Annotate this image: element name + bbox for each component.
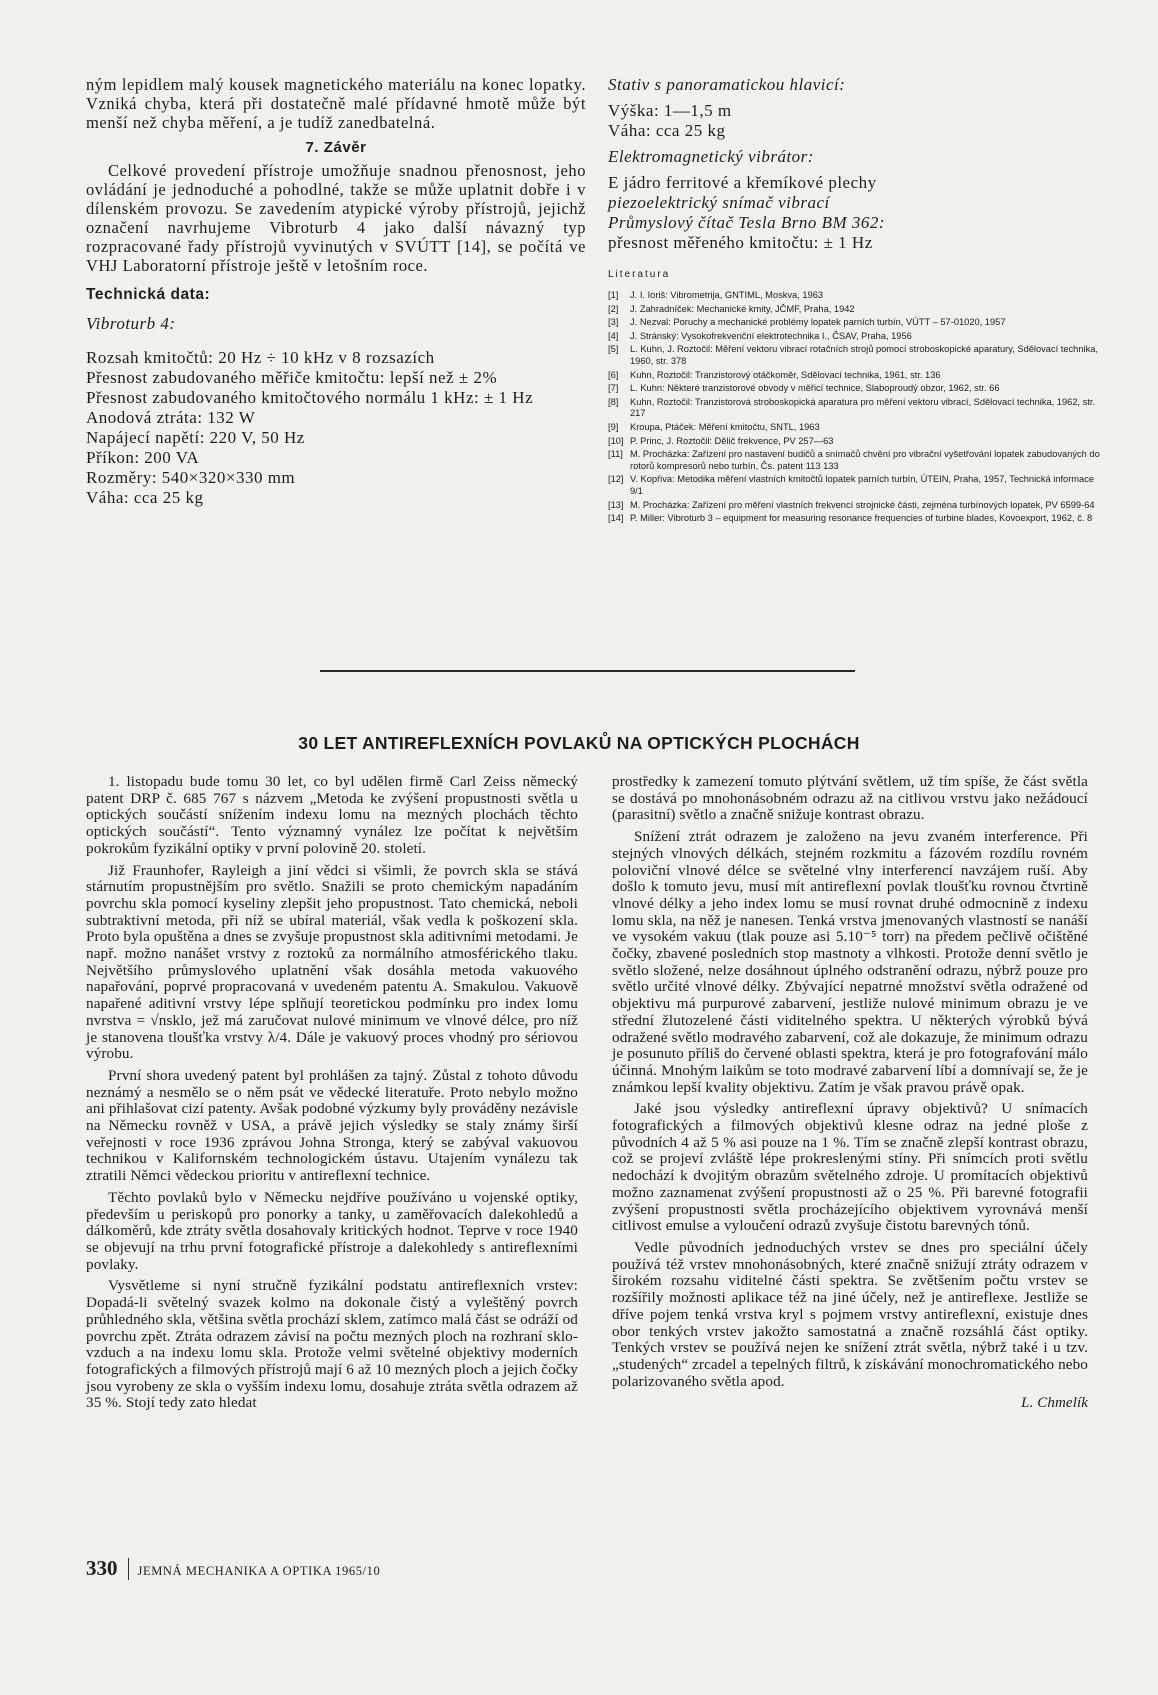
paragraph-continuation: ným lepidlem malý kousek magnetického materiálu na konec lopatky. Vzniká chyba, která při dostatečně malé přídavné hmotě může být menší než chyba měření, a je tudíž zanedbatelná. bbox=[86, 75, 586, 132]
spec-line: Váha: cca 25 kg bbox=[86, 488, 204, 507]
spec-line: Rozměry: 540×320×330 mm bbox=[86, 468, 296, 487]
reference-item: [9] Kroupa, Ptáček: Měření kmitočtu, SNTL, 1963 bbox=[608, 421, 820, 432]
reference-item: [3] J. Nezval: Poruchy a mechanické problémy lopatek parních turbín, VÚTT – 57-01020, 1957 bbox=[608, 317, 1006, 328]
spec-line: Anodová ztráta: 132 W bbox=[86, 408, 256, 427]
article-paragraph: První shora uvedený patent byl prohlášen za tajný. Zůstal z tohoto důvodu neznámý a nesmělo se o něm psát ve vědecké literatuře. Proto nebylo možno ani přihlašovat cizí patenty. Avšak podobné výzkumy byly prováděny nezávisle na Německu rovněž v USA, a právě jejich výsledky se staly známy širší veřejnosti v roce 1936 zprávou Johna Stronga, který se zabýval vakuovou technikou v Kalifornském technologickém ústavu. Utajením vynálezu tak ztratili Němci vědeckou prioritu v antireflexní technice. bbox=[86, 1066, 578, 1185]
article-right-column bbox=[612, 774, 1088, 1412]
reference-item: [5] L. Kuhn, J. Roztočil: Měření vektoru vibrací rotačních strojů pomocí stroboskopické aparatury, Sdělovací technika, 1960, str. 378 bbox=[608, 344, 1098, 366]
reference-item: [12] V. Kopřiva: Metodika měření vlastních kmitočtů lopatek parních turbín, ÚTEIN, Praha, 1957, Technická informace 9/1 bbox=[608, 474, 1095, 496]
vibrator-line: E jádro ferritové a křemíkové plechy bbox=[608, 173, 877, 192]
author-signature: L. Chmelík bbox=[1021, 1395, 1088, 1412]
reference-item: [4] J. Stránský: Vysokofrekvenční elektrotechnika I., ČSAV, Praha, 1956 bbox=[608, 330, 912, 341]
vibrator-title: Elektromagnetický vibrátor: bbox=[608, 147, 814, 166]
article-paragraph: Těchto povlaků bylo v Německu nejdříve používáno u vojenské optiky, především u periskopů pro ponorky a tanky, u zaměřovacích dalekohledů a dálkoměrů, kde ztráty světla dosahovaly kritických hodnot. Teprve v roce 1940 se objevují na trhu první fotografické přístroje a dalekohledy s antireflexními povlaky. bbox=[86, 1188, 578, 1273]
counter-line: Průmyslový čítač Tesla Brno BM 362: bbox=[608, 213, 886, 232]
article-paragraph: Vedle původních jednoduchých vrstev se dnes pro speciální účely používá též vrstev mnohonásobných, které značně snižují ztráty odrazem v širokém rozsahu viditelné části spektra. Se zvětšením počtu vrstev se rozšířily možnosti aplikace též na jiné účely, než je antireflexe. Jestliže se dříve pojem tenká vrstva kryl s pojmem vrstvy antireflexní, existuje dnes obor tenkých vrstev jakožto samostatná a značně rozsáhlá část optiky. Tenkých vrstev se používá nejen ke snížení ztrát světla, nýbrž také i u tzv. „studených“ zrcadel a tepelných filtrů, k získávání monochromatického nebo polarizovaného světla apod. bbox=[612, 1238, 1088, 1390]
article-paragraph: Již Fraunhofer, Rayleigh a jiní vědci si všimli, že povrch skla se stává stárnutím propustnějším pro světlo. Snažili se proto chemickým napadáním povrchu skla pomocí kyseliny zlepšit jeho propustnost. Tato chemická, neboli subtraktivní metoda, při níž se ubíral materiál, však vedla k poškození skla. Proto byla opuštěna a dnes se zvyšuje propustnost skla aditivními metodami. Je např. možno nanášet vrstvy z roztoků za normálního atmosférického tlaku. Největšího průmyslového uplatnění však dosáhla metoda vakuového napařování, poprvé propracovaná v uvedeném patentu A. Smakulou. Vakuově napařené aditivní vrstvy lépe splňují teoretickou podmínku pro index lomu nvrstva = √nsklo, jež má zaručovat nulové minimum ve vlnové délce, pro níž je stanovena tloušťka vrstvy λ/4. Dále je vakuový proces vhodný pro sériovou výrobu. bbox=[86, 861, 578, 1063]
top-right-column bbox=[608, 75, 1100, 527]
reference-item: [1] J. I. Ioriš: Vibrometrija, GNTIML, Moskva, 1963 bbox=[608, 290, 824, 300]
spec-line: Přesnost zabudovaného měřiče kmitočtu: lepší než ± 2% bbox=[86, 368, 498, 387]
reference-item: [8] Kuhn, Roztočil: Tranzistorová stroboskopická aparatura pro měření vektoru vibrací, Sdělovací technika, 1962, str. 217 bbox=[608, 396, 1096, 419]
reference-list bbox=[608, 290, 1100, 525]
reference-item: [7] L. Kuhn: Některé tranzistorové obvody v měřicí technice, Slaboproudý obzor, 1962, str. 66 bbox=[608, 383, 1000, 394]
reference-item: [2] J. Zahradníček: Mechanické kmity, JČMF, Praha, 1942 bbox=[608, 303, 855, 314]
accuracy-line: přesnost měřeného kmitočtu: ± 1 Hz bbox=[608, 233, 873, 252]
spec-list bbox=[86, 348, 586, 508]
literature-heading: Literatura bbox=[608, 269, 671, 280]
stativ-title: Stativ s panoramatickou hlavicí: bbox=[608, 75, 846, 94]
stativ-line: Váha: cca 25 kg bbox=[608, 121, 726, 140]
top-left-column bbox=[86, 75, 586, 508]
reference-item: [14] P. Miller: Vibroturb 3 – equipment for measuring resonance frequencies of turbine blades, Kovoexport, 1962, č. 8 bbox=[608, 513, 1093, 524]
spec-line: Přesnost zabudovaného kmitočtového normálu 1 kHz: ± 1 Hz bbox=[86, 388, 534, 407]
footer-divider bbox=[128, 1558, 129, 1580]
reference-item: [6] Kuhn, Roztočil: Tranzistorový otáčkoměr, Sdělovací technika, 1961, str. 136 bbox=[608, 369, 941, 380]
article-left-column bbox=[86, 774, 578, 1417]
journal-name: JEMNÁ MECHANIKA A OPTIKA 1965/10 bbox=[137, 1564, 381, 1578]
section-divider bbox=[320, 670, 855, 672]
article-paragraph: 1. listopadu bude tomu 30 let, co byl udělen firmě Carl Zeiss německý patent DRP č. 685 767 s názvem „Metoda ke zvýšení propustnosti světla u optických součástí snížením indexu lomu na mezných plochách těchto optických součástí“. Tento významný vynález lze počítat k největším pokrokům fyzikální optiky v první polovině 20. století. bbox=[86, 773, 578, 857]
sensor-line: piezoelektrický snímač vibrací bbox=[608, 193, 830, 212]
technical-data-heading: Technická data: bbox=[86, 286, 211, 303]
article-title: 30 LET ANTIREFLEXNÍCH POVLAKŮ NA OPTICKÝCH PLOCHÁCH bbox=[298, 733, 860, 753]
article-paragraph: prostředky k zamezení tomuto plýtvání světlem, už tím spíše, že část světla se dostává po mnohonásobném odrazu až na citlivou vrstvu jako nežádoucí (parasitní) světlo a značně snižuje kontrast obrazu. bbox=[612, 773, 1088, 824]
page-number: 330 bbox=[86, 1556, 118, 1580]
device-name: Vibroturb 4: bbox=[86, 314, 176, 333]
page-footer bbox=[86, 1556, 380, 1581]
spec-line: Rozsah kmitočtů: 20 Hz ÷ 10 kHz v 8 rozsazích bbox=[86, 348, 435, 367]
article-paragraph: Snížení ztrát odrazem je založeno na jevu zvaném interference. Při stejných vlnových délkách, stejném rozkmitu a fázovém rozdílu rovném poloviční vlnové délce se světelné vlny interferencí navzájem ruší. Aby došlo k tomuto jevu, musí mít antireflexní povlak tloušťku rovnou čtvrtině vlnové délky a jeho index lomu se musí rovnat druhé odmocnině z indexu lomu skla, na něž je nanesen. Tenká vrstva jmenovaných vlastností se nanáší ve vysokém vakuu (tlak pouze asi 5.10⁻⁵ torr) na předem pečlivě očištěné čočky, zbavené posledních stop mastnoty a vlhkosti. Protože denní světlo je světlo složené, nelze dosáhnout úplného odstranění odrazu, nýbrž pouze pro světlo určité vlnové délky. Zbývající nepatrné množství světla odražené od objektivu má purpurové zabarvení, jestliže nulové minimum obrazu je ve střední žlutozelené části viditelného spektra. U některých výrobků bývá odražené světlo modravého zabarvení, což ale dokazuje, že minimum odrazu je posunuto příliš do červené oblasti spektra, která je pro fotografování málo účinná. Mnohým laikům se toto modravé zabarvení líbí a domnívají se, že je známkou lepší kvality objektivu. Zatím je však pravou právě opak. bbox=[612, 828, 1088, 1096]
article-paragraph: Jaké jsou výsledky antireflexní úpravy objektivů? U snímacích fotografických a filmových objektivů klesne odraz na jedné ploše z původních 4 až 5 % asi pouze na 1 %. Tím se značně zlepší kontrast obrazu, což se projeví zvláště lépe prokreslenými stíny. Při snímcích proti světlu nedochází k dvojitým obrazům světelného zdroje. U promítacích objektivů možno zaznamenat zvýšení propustnosti až o 25 %. Při barevné fotografii zvýšení propustnosti světla procházejícího objektivem vyrovnává menší citlivost emulse a vyloučení odrazů zvyšuje čistotu barevných tónů. bbox=[612, 1100, 1088, 1235]
article-paragraph: Vysvětleme si nyní stručně fyzikální podstatu antireflexních vrstev: Dopadá-li světelný svazek kolmo na dokonale čistý a vyleštěný povrch průhledného skla, většina světla prochází sklem, zatímco malá část se odráží od povrchu zpět. Ztráta odrazem závisí na počtu mezných ploch na rozhraní sklo-vzduch a na indexu lomu skla. Protože velmi světelné objektivy moderních fotografických a filmových přístrojů mají 6 až 10 mezných ploch a jejich čočky jsou vyrobeny ze skla o vyšším indexu lomu, dosahuje ztráta světla odrazem až 35 %. Stojí tedy zato hledat bbox=[86, 1277, 578, 1412]
reference-item: [11] M. Procházka: Zařízení pro nastavení budičů a snímačů chvění pro vibrační vyšetřování lopatek zabudovaných do rotorů kompresorů nebo turbín, Čs. patent 113 133 bbox=[608, 449, 1100, 471]
stativ-line: Výška: 1—1,5 m bbox=[608, 101, 732, 120]
spec-line: Příkon: 200 VA bbox=[86, 448, 200, 467]
reference-item: [10] P. Princ, J. Roztočil: Dělič frekvence, PV 257—63 bbox=[608, 435, 834, 446]
reference-item: [13] M. Procházka: Zařízení pro měření vlastních frekvencí strojnické části, zejména turbínových lopatek, PV 6599-64 bbox=[608, 499, 1095, 510]
section-heading: 7. Závěr bbox=[305, 139, 367, 156]
paragraph-conclusion: Celkové provedení přístroje umožňuje snadnou přenosnost, jeho ovládání je jednoduché a pohodlné, takže se může uplatnit dobře i v dílenském provozu. Se zavedením atypické výroby přístrojů, jejichž označení navrhujeme Vibroturb 4 jako další návazný typ rozpracované řady přístrojů vyvinutých v SVÚTT [14], se počítá ve VHJ Laboratorní přístroje ještě v letošním roce. bbox=[86, 161, 586, 275]
spec-line: Napájecí napětí: 220 V, 50 Hz bbox=[86, 428, 305, 447]
